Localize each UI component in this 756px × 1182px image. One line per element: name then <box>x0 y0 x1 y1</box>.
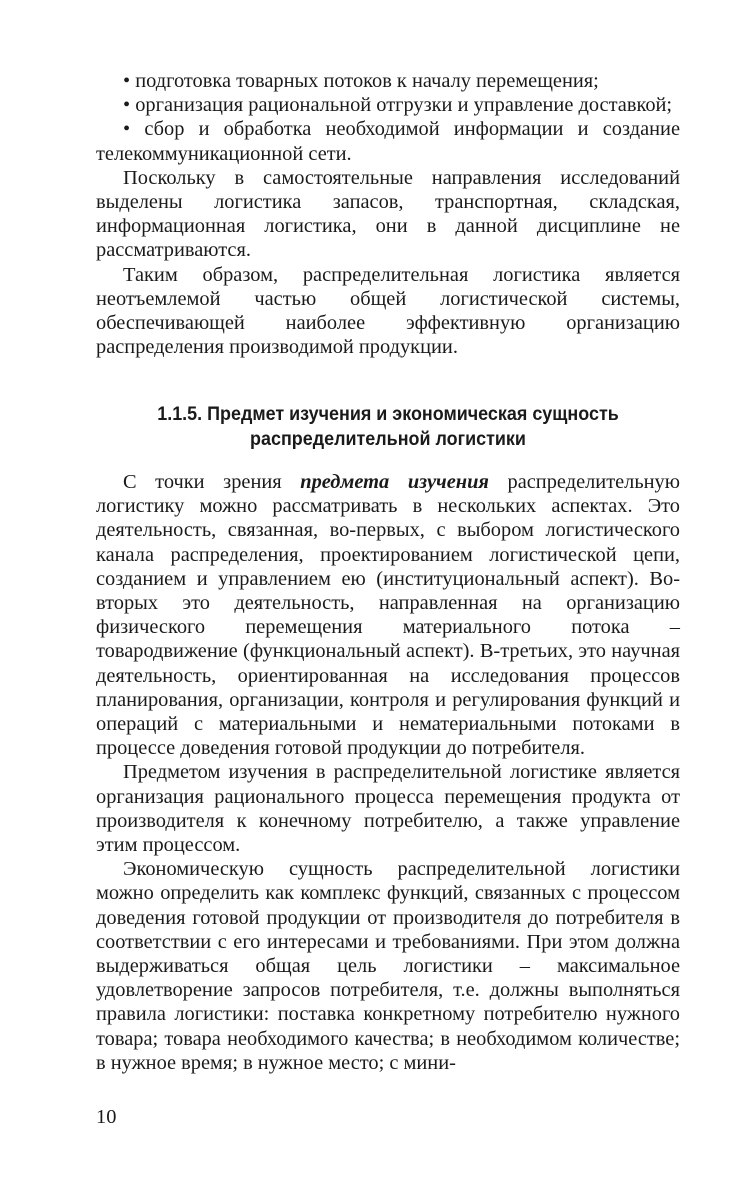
paragraph: Предметом изучения в распределительной логистике является организация рационального процесса перемещения продукта от производителя к конечному потребителю, а также управление этим процессом. <box>96 761 680 857</box>
paragraph-text: С точки зрения <box>123 471 301 493</box>
bullet-item: • организация рациональной отгрузки и управление доставкой; <box>123 94 673 117</box>
section-heading <box>119 402 656 452</box>
intro-block <box>96 69 680 359</box>
paragraph-text: распределительную логистику можно рассматривать в нескольких аспектах. Это деятельность, связанная, во-первых, с выбором логистического канала распределения, проектированием логистической цепи, созданием и управлением ею (институциональный аспект). Во-вторых это деятельность, направленная на организацию физического перемещения материального потока – товародвижение (функциональный аспект). В-третьих, это научная деятельность, ориентированная на исследования процессов планирования, организации, контроля и регулирования функций и операций с материальными и нематериальными потоками в процессе доведения готовой продукции до потребителя. <box>96 471 680 760</box>
bullet-item: • сбор и обработка необходимой информации и создание телекоммуникационной сети. <box>96 118 680 165</box>
page-number: 10 <box>96 1106 117 1128</box>
paragraph: Поскольку в самостоятельные направления исследований выделены логистика запасов, транспортная, складская, информационная логистика, они в данной дисциплине не рассматриваются. <box>96 166 680 262</box>
section-heading-line: распределительной логистики <box>250 428 526 450</box>
section-heading-line: 1.1.5. Предмет изучения и экономическая сущность <box>157 403 619 425</box>
paragraph: Таким образом, распределительная логистика является неотъемлемой частью общей логистической системы, обеспечивающей наиболее эффективную организацию распределения производимой продукции. <box>96 263 680 359</box>
paragraph <box>96 470 680 760</box>
paragraph: Экономическую сущность распределительной логистики можно определить как комплекс функций, связанных с процессом доведения готовой продукции от производителя до потребителя в соответствии с его интересами и требованиями. При этом должна выдерживаться общая цель логистики – максимальное удовлетворение запросов потребителя, т.е. должны выполняться правила логистики: поставка конкретному потребителю нужного товара; товара необходимого качества; в необходимом количестве; в нужное время; в нужное место; с мини- <box>96 858 680 1074</box>
bullet-item: • подготовка товарных потоков к началу перемещения; <box>123 70 599 92</box>
section-body <box>96 470 680 1075</box>
emphasis-term: предмета изучения <box>300 471 489 493</box>
